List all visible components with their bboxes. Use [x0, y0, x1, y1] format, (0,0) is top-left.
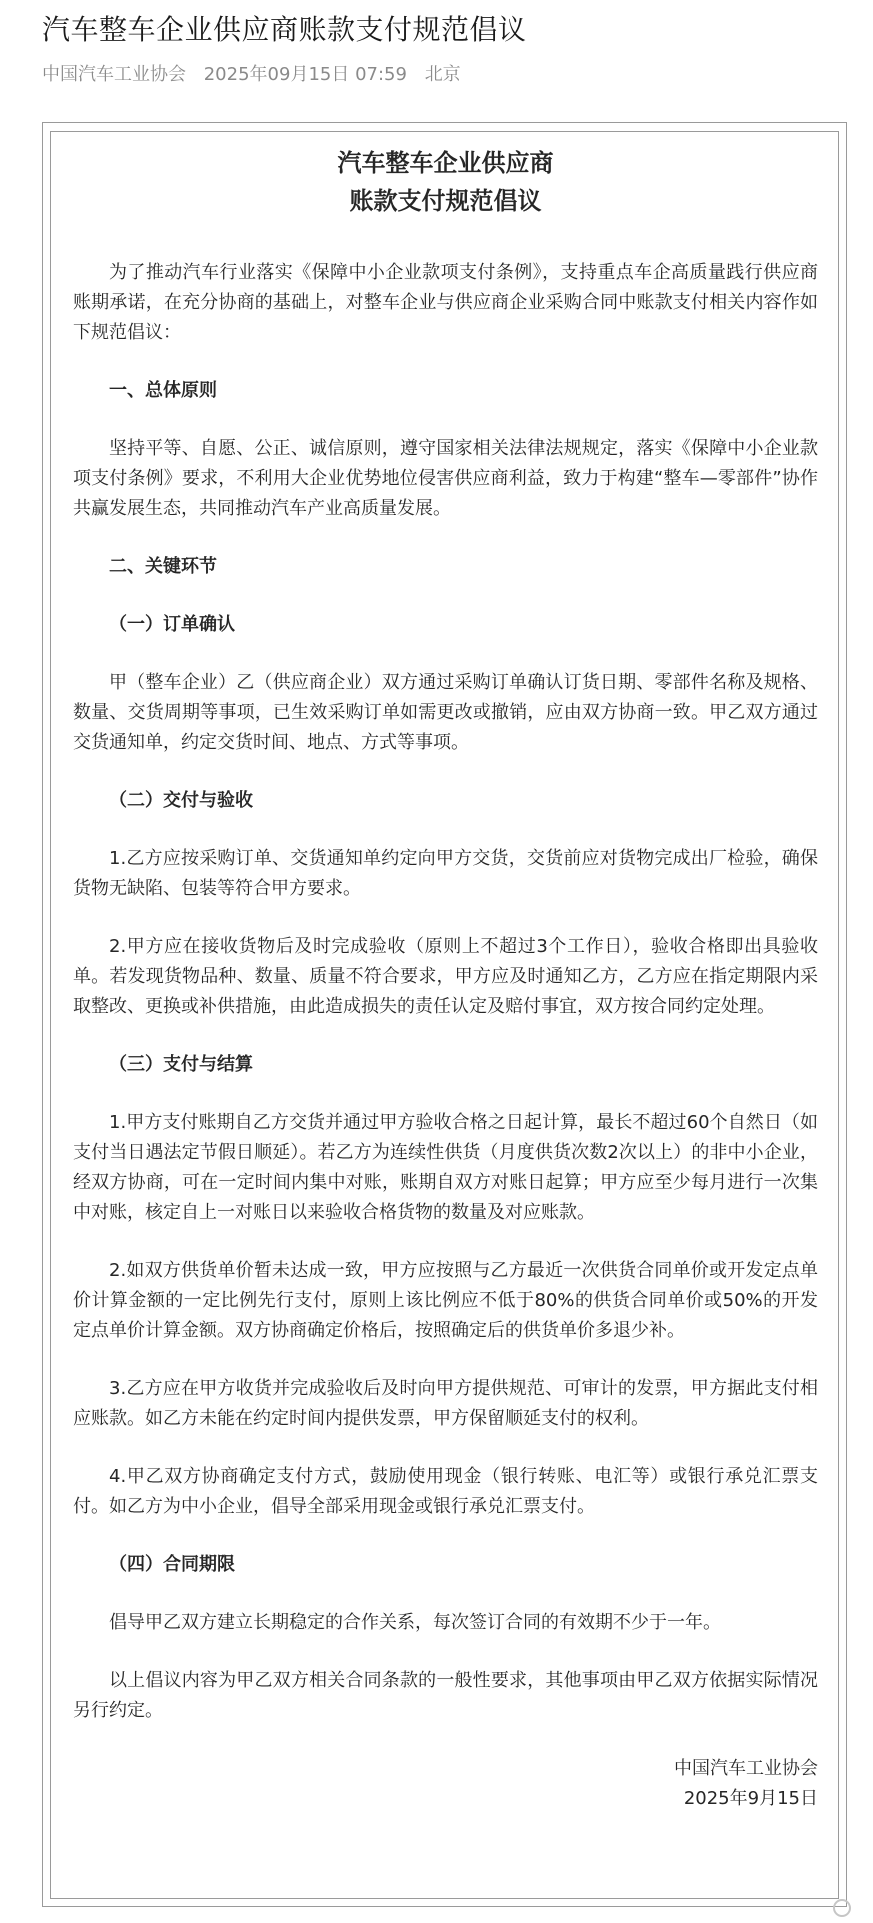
delivery-item-1: 1.乙方应按采购订单、交货通知单约定向甲方交货，交货前应对货物完成出厂检验，确保货物无缺陷、包装等符合甲方要求。 — [73, 848, 818, 899]
document-title-line1: 汽车整车企业供应商 — [337, 149, 554, 177]
signature-block — [73, 1754, 818, 1814]
payment-item-2: 2.如双方供货单价暂未达成一致，甲方应按照与乙方最近一次供货合同单价或开发定点单价计算金额的一定比例先行支付，原则上该比例应不低于80%的供货合同单价或50%的开发定点单价计算金额。双方协商确定价格后，按照确定后的供货单价多退少补。 — [73, 1260, 818, 1341]
section1-heading: 一、总体原则 — [109, 380, 217, 401]
delivery-item-2: 2.甲方应在接收货物后及时完成验收（原则上不超过3个工作日），验收合格即出具验收单。若发现货物品种、数量、质量不符合要求，甲方应及时通知乙方，乙方应在指定期限内采取整改、更换或补供措施，由此造成损失的责任认定及赔付事宜，双方按合同约定处理。 — [73, 936, 818, 1017]
publish-location: 北京 — [424, 64, 461, 85]
subsection-order-paragraph: 甲（整车企业）乙（供应商企业）双方通过采购订单确认订货日期、零部件名称及规格、数量、交货周期等事项，已生效采购订单如需更改或撤销，应由双方协商一致。甲乙双方通过交货通知单，约定交货时间、地点、方式等事项。 — [73, 672, 818, 753]
subsection-delivery-heading: （二）交付与验收 — [109, 790, 253, 811]
watermark — [833, 1899, 855, 1918]
section2-heading: 二、关键环节 — [109, 556, 217, 577]
payment-item-1: 1.甲方支付账期自乙方交货并通过甲方验收合格之日起计算，最长不超过60个自然日（如支付当日遇法定节假日顺延）。若乙方为连续性供货（月度供货次数2次以上）的非中小企业，经双方协商，可在一定时间内集中对账，账期自双方对账日起算；甲方应至少每月进行一次集中对账，核定自上一对账日以来验收合格货物的数量及对应账款。 — [73, 1112, 818, 1223]
document-body — [73, 130, 818, 1814]
subsection-order-heading: （一）订单确认 — [109, 614, 235, 635]
intro-paragraph: 为了推动汽车行业落实《保障中小企业款项支付条例》，支持重点车企高质量践行供应商账期承诺，在充分协商的基础上，对整车企业与供应商企业采购合同中账款支付相关内容作如下规范倡议： — [73, 262, 818, 343]
closing-paragraph: 以上倡议内容为甲乙双方相关合同条款的一般性要求，其他事项由甲乙双方依据实际情况另行约定。 — [73, 1670, 818, 1721]
subsection-term-heading: （四）合同期限 — [109, 1554, 235, 1575]
source-link[interactable]: 中国汽车工业协会 — [42, 64, 186, 85]
subsection-term-paragraph: 倡导甲乙双方建立长期稳定的合作关系，每次签订合同的有效期不少于一年。 — [109, 1612, 721, 1633]
page-title: 汽车整车企业供应商账款支付规范倡议 — [42, 13, 527, 46]
publish-datetime: 2025年09月15日 07:59 — [203, 64, 407, 85]
document-title — [73, 144, 818, 220]
signature-date: 2025年9月15日 — [683, 1788, 818, 1809]
weibo-watermark-icon — [833, 1899, 851, 1917]
document-title-line2: 账款支付规范倡议 — [349, 187, 542, 215]
section1-paragraph: 坚持平等、自愿、公正、诚信原则，遵守国家相关法律法规规定，落实《保障中小企业款项支付条例》要求，不利用大企业优势地位侵害供应商利益，致力于构建“整车—零部件”协作共赢发展生态，共同推动汽车产业高质量发展。 — [73, 438, 818, 519]
article-meta — [42, 60, 473, 86]
payment-item-4: 4.甲乙双方协商确定支付方式，鼓励使用现金（银行转账、电汇等）或银行承兑汇票支付。如乙方为中小企业，倡导全部采用现金或银行承兑汇票支付。 — [73, 1466, 818, 1517]
subsection-payment-heading: （三）支付与结算 — [109, 1054, 253, 1075]
payment-item-3: 3.乙方应在甲方收货并完成验收后及时向甲方提供规范、可审计的发票，甲方据此支付相应账款。如乙方未能在约定时间内提供发票，甲方保留顺延支付的权利。 — [73, 1378, 818, 1429]
signature-organization: 中国汽车工业协会 — [674, 1758, 818, 1779]
